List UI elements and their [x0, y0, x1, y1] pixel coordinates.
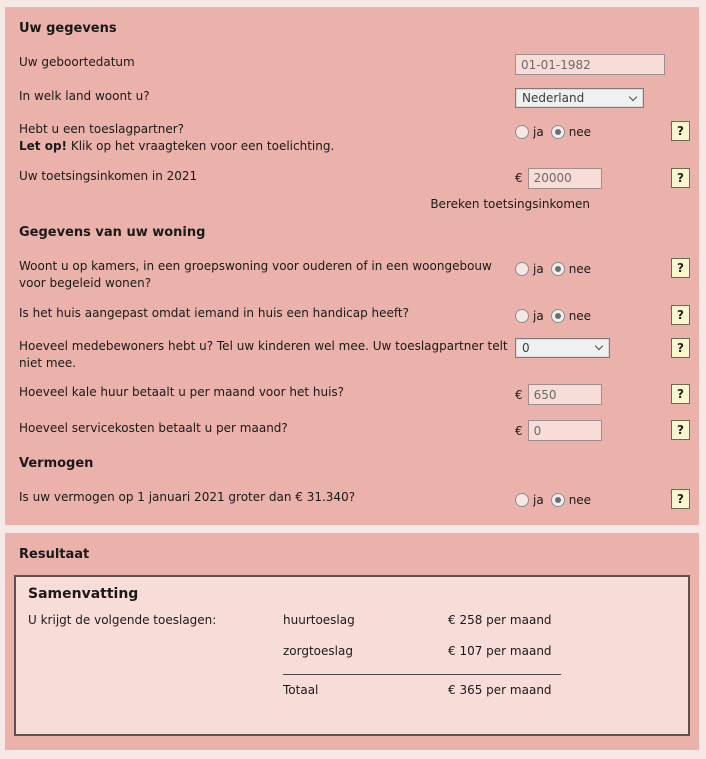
radio-nee-label: nee	[568, 125, 592, 139]
table-row-huurtoeslag	[283, 612, 561, 636]
section-title-woning: Gegevens van uw woning	[19, 224, 206, 240]
vermogen-radio-ja[interactable]	[515, 493, 529, 507]
chevron-down-icon	[629, 92, 637, 100]
medebewoners-select-value: 0	[522, 340, 530, 355]
medebewoners-select[interactable]	[515, 338, 610, 358]
table-row-totaal	[283, 674, 561, 706]
row-kale-huur	[19, 384, 690, 405]
medebewoners-label: Hoeveel medebewoners hebt u? Tel uw kinderen wel mee. Uw toeslagpartner telt niet mee.	[19, 338, 508, 370]
section-title-vermogen: Vermogen	[19, 456, 94, 472]
servicekosten-help-button[interactable]: ?	[671, 420, 690, 440]
geboortedatum-input[interactable]	[515, 54, 665, 75]
toeslagpartner-label: Hebt u een toeslagpartner?	[19, 122, 185, 136]
medebewoners-help-button[interactable]: ?	[671, 338, 690, 358]
kamers-label: Woont u op kamers, in een groepswoning voor ouderen of in een woongebouw voor begeleid wonen?	[19, 258, 492, 291]
row-medebewoners	[19, 338, 690, 373]
radio-ja-label: ja	[533, 125, 544, 139]
aangepast-label: Is het huis aangepast omdat iemand in huis een handicap heeft?	[19, 305, 410, 320]
servicekosten-input[interactable]	[528, 420, 602, 441]
vermogen-radio-nee[interactable]	[551, 493, 565, 507]
vermogen-radio-group	[515, 491, 598, 507]
toeslagpartner-help-button[interactable]: ?	[671, 121, 690, 141]
vermogen-help-button[interactable]: ?	[671, 489, 690, 509]
form-panel	[5, 7, 699, 525]
row-geboortedatum	[19, 54, 690, 75]
toeslagpartner-note	[19, 138, 509, 155]
radio-nee-label: nee	[568, 493, 592, 508]
kamers-radio-group	[515, 260, 598, 276]
aangepast-help-button[interactable]: ?	[671, 305, 690, 325]
vermogen-label: Is uw vermogen op 1 januari 2021 groter dan € 31.340?	[19, 490, 356, 505]
row-kamers	[19, 258, 690, 293]
servicekosten-label: Hoeveel servicekosten betaalt u per maand?	[19, 421, 288, 436]
toeslagpartner-radio-ja[interactable]	[515, 125, 529, 139]
aangepast-radio-ja[interactable]	[515, 309, 529, 323]
euro-sign: €	[515, 171, 523, 186]
toeslag-amount: € 258 per maand	[448, 613, 552, 628]
land-select[interactable]	[515, 88, 644, 108]
toeslag-amount: € 107 per maand	[448, 644, 552, 659]
table-row-zorgtoeslag	[283, 643, 561, 667]
radio-nee-label: nee	[568, 308, 592, 323]
kamers-radio-nee[interactable]	[551, 262, 565, 276]
toetsingsinkomen-label: Uw toetsingsinkomen in 2021	[19, 168, 198, 183]
row-vermogen	[19, 489, 690, 509]
kamers-help-button[interactable]: ?	[671, 258, 690, 278]
aangepast-radio-group	[515, 307, 598, 323]
geboortedatum-label: Uw geboortedatum	[19, 55, 135, 69]
samenvatting-intro: U krijgt de volgende toeslagen:	[28, 613, 217, 628]
radio-ja-label: ja	[533, 261, 544, 276]
toeslagpartner-radio-nee[interactable]	[551, 125, 565, 139]
bereken-toetsingsinkomen-link[interactable]: Bereken toetsingsinkomen	[430, 196, 590, 211]
samenvatting-box	[14, 575, 690, 735]
totaal-amount: € 365 per maand	[448, 682, 552, 697]
let-op-text: Klik op het vraagteken voor een toelichting.	[67, 139, 335, 154]
land-label: In welk land woont u?	[19, 89, 150, 103]
toetsingsinkomen-help-button[interactable]: ?	[671, 168, 690, 188]
radio-ja-label: ja	[533, 493, 544, 508]
kale-huur-label: Hoeveel kale huur betaalt u per maand voor het huis?	[19, 385, 345, 400]
kale-huur-input[interactable]	[528, 384, 602, 405]
euro-sign: €	[515, 423, 523, 438]
section-title-uw-gegevens: Uw gegevens	[19, 21, 117, 36]
result-panel	[5, 533, 699, 749]
row-toetsingsinkomen	[19, 168, 690, 211]
let-op-label: Let op!	[19, 139, 68, 154]
row-servicekosten	[19, 420, 690, 441]
kamers-radio-ja[interactable]	[515, 262, 529, 276]
kale-huur-help-button[interactable]: ?	[671, 384, 690, 404]
aangepast-radio-nee[interactable]	[551, 309, 565, 323]
chevron-down-icon	[595, 342, 603, 350]
row-land	[19, 88, 690, 108]
toetsingsinkomen-input[interactable]	[528, 168, 602, 189]
row-toeslagpartner	[19, 121, 690, 156]
radio-ja-label: ja	[533, 308, 544, 323]
totaal-label: Totaal	[283, 682, 319, 697]
toeslag-name: huurtoeslag	[283, 613, 355, 628]
samenvatting-title: Samenvatting	[28, 586, 139, 603]
toeslagpartner-radio-group	[515, 123, 598, 139]
radio-nee-label: nee	[568, 261, 592, 276]
toeslagen-table	[283, 612, 561, 705]
row-aangepast	[19, 305, 690, 325]
land-select-value: Nederland	[522, 91, 585, 105]
toeslag-name: zorgtoeslag	[283, 644, 353, 659]
euro-sign: €	[515, 387, 523, 402]
section-title-resultaat: Resultaat	[19, 547, 90, 563]
